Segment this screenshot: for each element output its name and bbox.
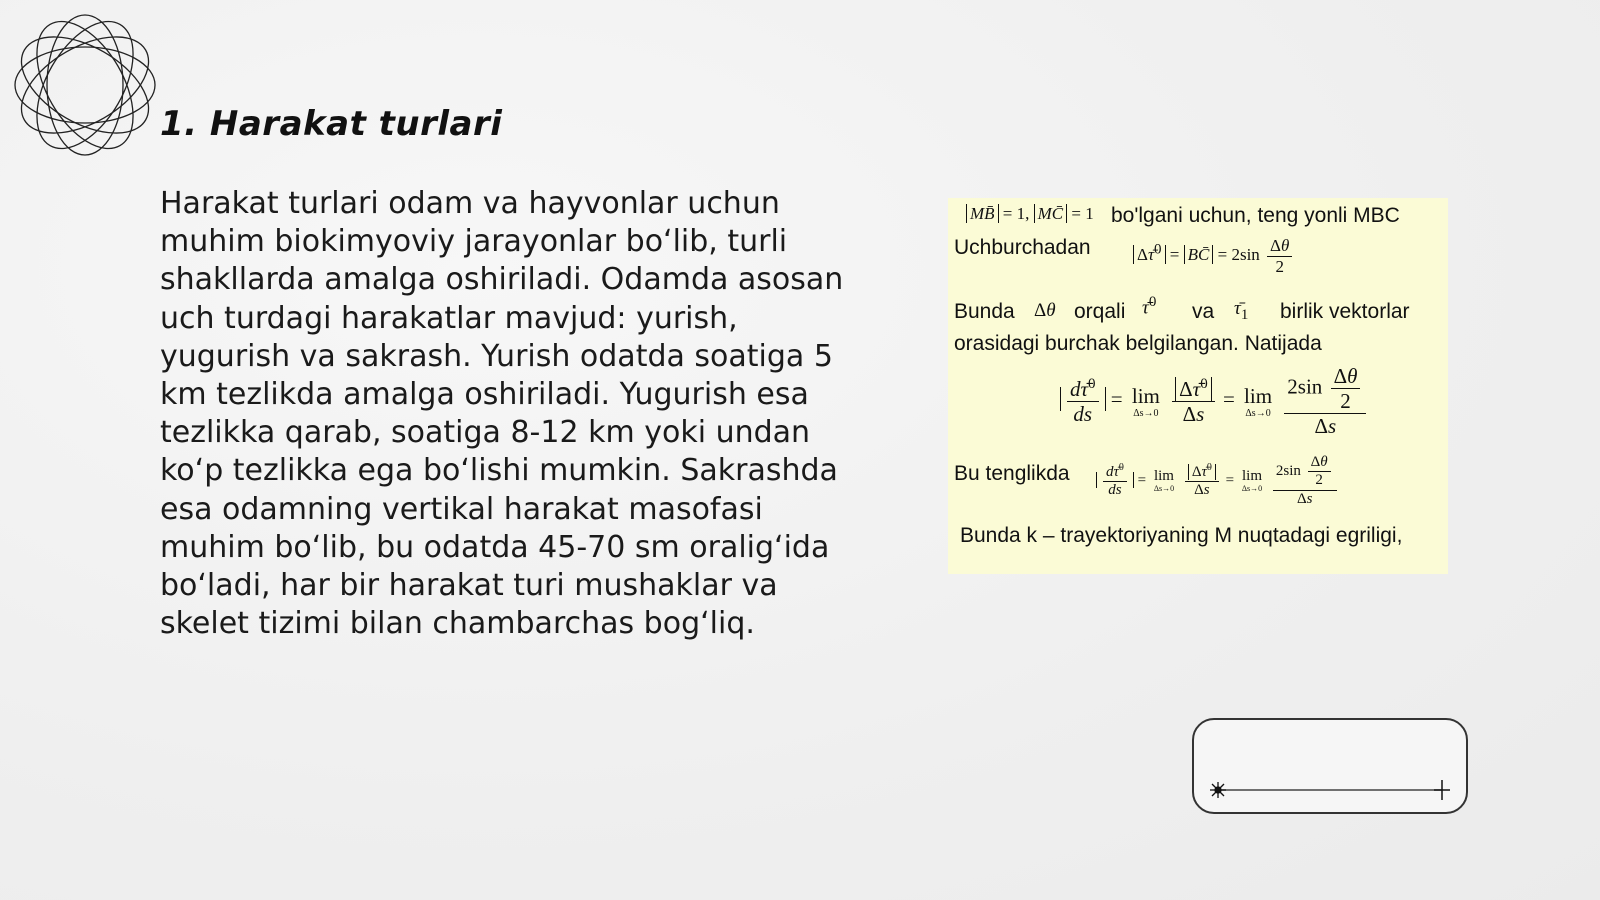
formula-mb-mc: MB̄ = 1, MC̄ = 1	[966, 204, 1094, 224]
crosshair-icon	[1434, 780, 1450, 800]
formula-tau1: $\taū_1$	[1234, 298, 1249, 323]
formula-tau0: τ̄$^0$	[1142, 294, 1157, 319]
formula-line-7: Bunda k – trayektoriyaning M nuqtadagi egriligi,	[960, 524, 1403, 547]
formula-line-3d: birlik vektorlar	[1280, 300, 1410, 323]
formula-line-2: Uchburchadan	[954, 236, 1091, 259]
formula-limit-small: $\frac{d\taū^0}{ds}$ = lim Δs→0 $\frac{\Delta\taū^0}{\Delta s}$ = lim Δs→0 2sin $\frac{\Delta\theta}{2}$ Δs	[1096, 454, 1340, 508]
formula-line-3a: Bunda	[954, 300, 1015, 323]
sun-icon	[1210, 782, 1226, 798]
slider-track	[1194, 720, 1466, 812]
slide-body-text: Harakat turlari odam va hayvonlar uchun muhim biokimyoviy jarayonlar bo‘lib, turli shakllarda amalga oshiriladi. Odamda asosan uch turdagi harakatlar mavjud: yurish, yugurish va sakrash. Yurish odatda soatiga 5 km tezlikda amalga oshiriladi. Yugurish esa tezlikka qarab, soatiga 8-12 km yoki undan ko‘p tezlikka ega bo‘lishi mumkin. Sakrashda esa odamning vertikal harakat masofasi muhim bo‘lib, bu odatda 45-70 sm oralig‘ida bo‘ladi, har bir harakat turi mushaklar va skelet tizimi bilan chambarchas bog‘liq.	[160, 186, 844, 642]
circle-rosette-icon	[10, 10, 160, 160]
slide-title: 1. Harakat turlari	[160, 104, 503, 144]
formula-delta-tau: Δτ̄$^0$ = BC̄ = 2sin $\frac{\Delta\theta}{2}$	[1133, 236, 1295, 276]
formula-line-3b: orqali	[1074, 300, 1126, 323]
formula-limit-big: $\frac{d\taū^0}{ds}$ = lim Δs→0 $\frac{\Delta\taū^0}{\Delta s}$ = lim Δs→0 2sin $\frac{\Delta\theta}{2}$ Δs	[1060, 364, 1369, 438]
formula-line-1: bo'lgani uchun, teng yonli MBC	[1111, 204, 1400, 227]
formula-delta-theta: Δθ	[1034, 300, 1056, 321]
formula-line-4: orasidagi burchak belgilangan. Natijada	[954, 332, 1322, 355]
slider-widget[interactable]	[1192, 718, 1468, 814]
formula-image	[948, 198, 1448, 574]
formula-line-6: Bu tenglikda	[954, 462, 1070, 485]
formula-line-3c: va	[1192, 300, 1215, 323]
